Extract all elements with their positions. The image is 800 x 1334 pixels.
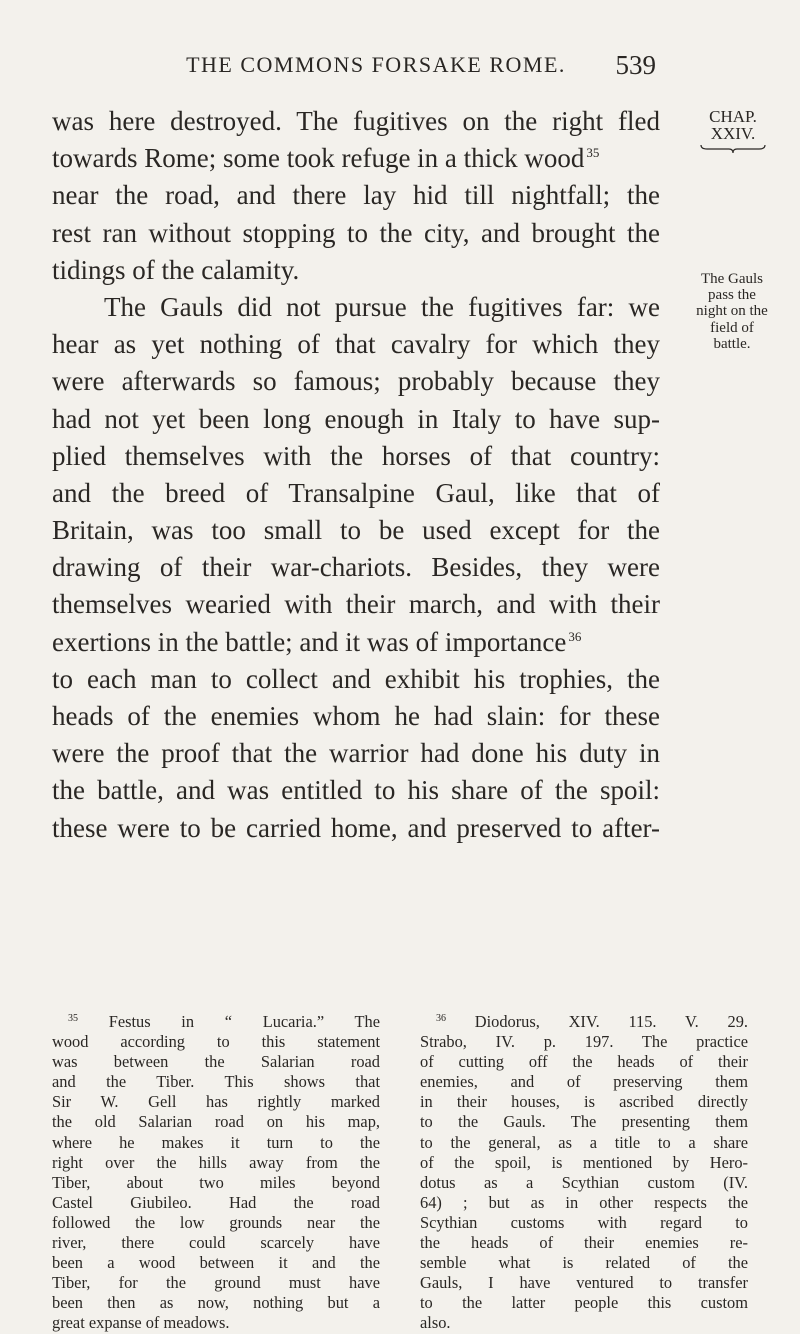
footnote-text: been a wood between it and the xyxy=(52,1253,380,1273)
footnote-line xyxy=(52,1092,380,1112)
main-text xyxy=(52,103,660,847)
footnote-text: right over the hills away from the xyxy=(52,1152,380,1172)
footnote-text: enemies, and of preserving them xyxy=(420,1072,748,1092)
footnote-text: the heads of their enemies re- xyxy=(420,1233,748,1253)
text-line-content: hear as yet nothing of that cavalry for which they xyxy=(52,329,660,360)
text-line xyxy=(52,512,660,549)
footnote-text: semble what is related of the xyxy=(420,1253,748,1273)
footnote-text: Sir W. Gell has rightly marked xyxy=(52,1092,380,1112)
text-line-content: these were to be carried home, and preserved to after- xyxy=(52,812,660,843)
footnote-text: of cutting off the heads of their xyxy=(420,1052,748,1072)
footnote-line xyxy=(52,1193,380,1213)
footnote-line xyxy=(420,1273,748,1293)
footnote-35 xyxy=(52,1012,380,1334)
text-line xyxy=(52,363,660,400)
text-line xyxy=(52,103,660,140)
footnote-line xyxy=(420,1012,748,1032)
footnote-line xyxy=(52,1233,380,1253)
footnote-text: where he makes it turn to the xyxy=(52,1132,380,1152)
text-line xyxy=(52,549,660,586)
footnote-line xyxy=(52,1112,380,1132)
marginal-note-line: field of xyxy=(710,319,754,336)
footnote-text: 64) ; but as in other respects the xyxy=(420,1192,748,1212)
footnote-line xyxy=(52,1072,380,1092)
text-line xyxy=(52,401,660,438)
footnote-text: of the spoil, is mentioned by Hero- xyxy=(420,1152,748,1172)
text-line xyxy=(52,735,660,772)
running-title: THE COMMONS FORSAKE ROME. xyxy=(186,52,566,77)
footnote-text: wood according to this statement xyxy=(52,1032,380,1052)
footnote-line xyxy=(52,1213,380,1233)
footnote-number: 35 xyxy=(68,1013,78,1024)
text-line-content: exertions in the battle; and it was of importance xyxy=(52,626,567,657)
marginal-note-line: The Gauls xyxy=(700,271,764,287)
footnote-line xyxy=(52,1313,380,1333)
page-number: 539 xyxy=(615,50,656,80)
footnote-text: Gauls, I have ventured to transfer xyxy=(420,1273,748,1293)
footnote-text: to the latter people this custom xyxy=(420,1293,748,1313)
text-line xyxy=(52,140,660,177)
text-line-content: rest ran without stopping to the city, and brought the xyxy=(52,217,660,248)
chapter-number: XXIV. xyxy=(710,124,756,143)
text-line-content: drawing of their war-chariots. Besides, they were xyxy=(52,552,660,583)
footnote-text: Scythian customs with regard to xyxy=(420,1212,748,1232)
footnote-line xyxy=(420,1213,748,1233)
text-line xyxy=(52,810,660,847)
footnote-line xyxy=(52,1032,380,1052)
footnote-line xyxy=(52,1133,380,1153)
footnote-line xyxy=(420,1293,748,1313)
footnote-line xyxy=(52,1012,380,1032)
footnote-text: in their houses, is ascribed directly xyxy=(420,1092,748,1112)
footnote-line xyxy=(420,1313,748,1333)
footnote-text: Festus in “ Lucaria.” The xyxy=(108,1012,380,1031)
text-line xyxy=(52,252,660,289)
marginal-note-line: battle. xyxy=(713,335,751,352)
page-header xyxy=(96,52,656,92)
footnotes xyxy=(52,1012,772,1333)
text-line xyxy=(52,438,660,475)
footnote-text: dotus as a Scythian custom (IV. xyxy=(420,1172,748,1192)
footnote-line xyxy=(420,1173,748,1193)
text-line xyxy=(52,326,660,363)
text-line-content: had not yet been long enough in Italy to have sup- xyxy=(52,403,660,434)
footnote-number: 36 xyxy=(436,1013,446,1024)
footnote-line xyxy=(420,1032,748,1052)
footnote-line xyxy=(420,1253,748,1273)
footnote-line xyxy=(420,1092,748,1112)
footnote-line xyxy=(420,1133,748,1153)
footnote-line xyxy=(420,1052,748,1072)
footnote-reference[interactable]: 35 xyxy=(586,145,600,161)
footnote-text: Strabo, IV. p. 197. The practice xyxy=(420,1032,748,1052)
footnote-line xyxy=(420,1112,748,1132)
text-line xyxy=(52,177,660,214)
footnote-text: Castel Giubileo. Had the road xyxy=(52,1192,380,1212)
text-line-content: near the road, and there lay hid till nightfall; the xyxy=(52,180,660,211)
footnote-line xyxy=(52,1253,380,1273)
text-line-content: and the breed of Transalpine Gaul, like that of xyxy=(52,477,660,508)
footnote-line xyxy=(420,1153,748,1173)
text-line xyxy=(52,586,660,623)
text-line-content: were the proof that the warrior had done his duty in xyxy=(52,738,660,769)
footnote-text: Tiber, for the ground must have xyxy=(52,1273,380,1293)
text-line-content: was here destroyed. The fugitives on the right fled xyxy=(52,106,660,136)
footnote-text: river, there could scarcely have xyxy=(52,1233,380,1253)
text-line-content: to each man to collect and exhibit his trophies, the xyxy=(52,663,660,694)
footnote-text: great expanse of meadows. xyxy=(52,1313,230,1333)
text-line xyxy=(52,215,660,252)
footnote-line xyxy=(420,1193,748,1213)
footnote-line xyxy=(52,1173,380,1193)
text-line-content: towards Rome; some took refuge in a thick wood xyxy=(52,143,585,174)
footnote-line xyxy=(52,1293,380,1313)
marginal-note xyxy=(664,271,800,352)
footnote-text: been then as now, nothing but a xyxy=(52,1293,380,1313)
text-line xyxy=(52,698,660,735)
text-line-content: plied themselves with the horses of that country: xyxy=(52,440,660,471)
footnote-text: was between the Salarian road xyxy=(52,1052,380,1072)
chapter-marker xyxy=(693,108,773,142)
footnote-line xyxy=(52,1052,380,1072)
footnote-text: and the Tiber. This shows that xyxy=(52,1072,380,1092)
footnote-text: also. xyxy=(420,1313,451,1333)
text-line xyxy=(52,475,660,512)
marginal-note-line: night on the xyxy=(696,303,768,320)
footnote-line xyxy=(420,1233,748,1253)
text-line-content: the battle, and was entitled to his share of the spoil: xyxy=(52,775,660,806)
text-line-content: heads of the enemies whom he had slain: for these xyxy=(52,701,660,731)
text-line-content: tidings of the calamity. xyxy=(52,254,300,285)
footnote-line xyxy=(52,1153,380,1173)
chapter-label: CHAP. xyxy=(709,107,757,126)
text-line-content: The Gauls did not pursue the fugitives far: we xyxy=(104,291,660,322)
footnote-text: Tiber, about two miles beyond xyxy=(52,1172,380,1192)
footnote-36 xyxy=(420,1012,748,1334)
footnote-text: Diodorus, XIV. 115. V. 29. xyxy=(474,1012,748,1031)
footnote-text: to the Gauls. The presenting them xyxy=(420,1112,748,1132)
text-line xyxy=(52,289,660,326)
text-line xyxy=(52,661,660,698)
marginal-note-line: pass the xyxy=(708,287,756,304)
text-line xyxy=(52,624,660,661)
chapter-brace-icon xyxy=(693,145,773,153)
footnote-line xyxy=(52,1273,380,1293)
text-line-content: Britain, was too small to be used except for the xyxy=(52,515,660,546)
footnote-text: the old Salarian road on his map, xyxy=(52,1112,380,1132)
footnote-reference[interactable]: 36 xyxy=(568,628,582,644)
footnote-text: followed the low grounds near the xyxy=(52,1212,380,1232)
text-line-content: were afterwards so famous; probably because they xyxy=(52,366,660,397)
text-line xyxy=(52,772,660,809)
text-line-content: themselves wearied with their march, and with their xyxy=(52,589,660,620)
footnote-line xyxy=(420,1072,748,1092)
footnote-text: to the general, as a title to a share xyxy=(420,1132,748,1152)
